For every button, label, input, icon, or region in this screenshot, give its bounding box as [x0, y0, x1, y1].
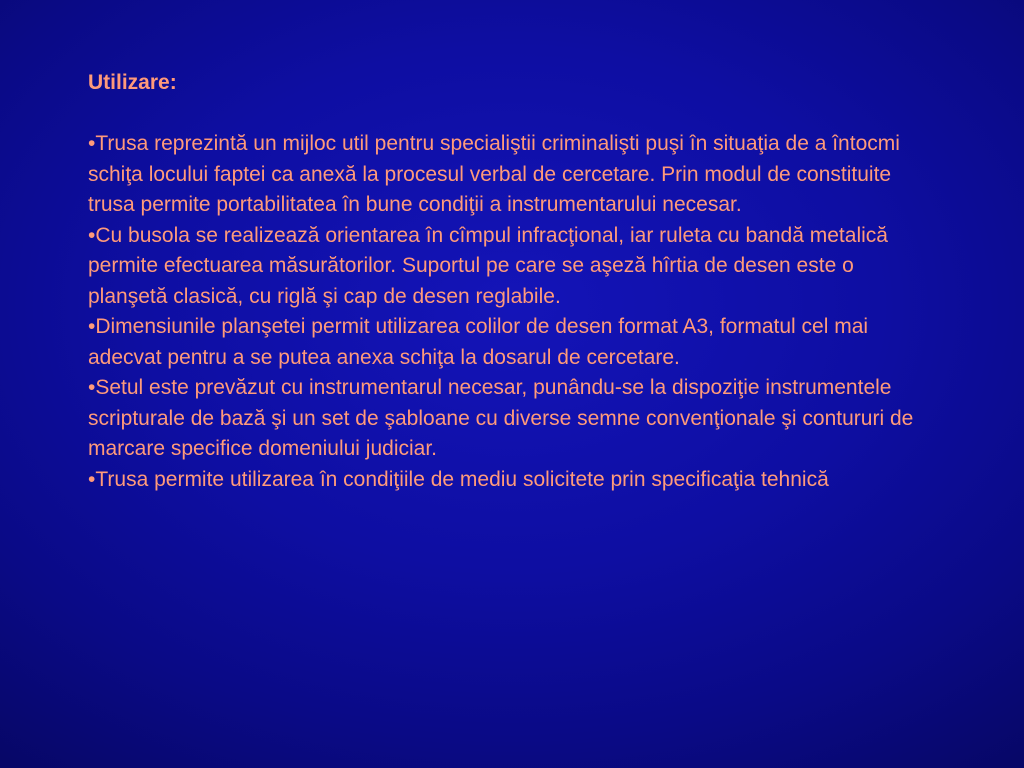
- bullet-item: •Dimensiunile planşetei permit utilizarea colilor de desen format A3, formatul cel mai adecvat pentru a se putea anexa schiţa la dosarul de cercetare.: [88, 315, 869, 369]
- bullet-item: •Setul este prevăzut cu instrumentarul necesar, punându-se la dispoziţie instrumentele scripturale de bază şi un set de şabloane cu diverse semne convenţionale şi contururi de marcare specifice domeniului judiciar.: [88, 376, 914, 460]
- bullet-item: •Trusa reprezintă un mijloc util pentru specialiştii criminalişti puşi în situaţia de a întocmi schiţa locului faptei ca anexă la procesul verbal de cercetare. Prin modul de constituite trusa permite portabilitatea în bune condiţii a instrumentarului necesar.: [88, 132, 900, 216]
- bullet-item: •Trusa permite utilizarea în condiţiile de mediu solicitete prin specificaţia tehnică: [88, 467, 829, 491]
- spacer: [88, 99, 918, 130]
- bullet-item: •Cu busola se realizează orientarea în cîmpul infracţional, iar ruleta cu bandă metalică permite efectuarea măsurătorilor. Suportul pe care se aşeză hîrtia de desen este o planşetă clasică, cu riglă şi cap de desen reglabile.: [88, 223, 888, 308]
- slide-content: [88, 68, 918, 495]
- slide-heading: Utilizare:: [88, 71, 177, 94]
